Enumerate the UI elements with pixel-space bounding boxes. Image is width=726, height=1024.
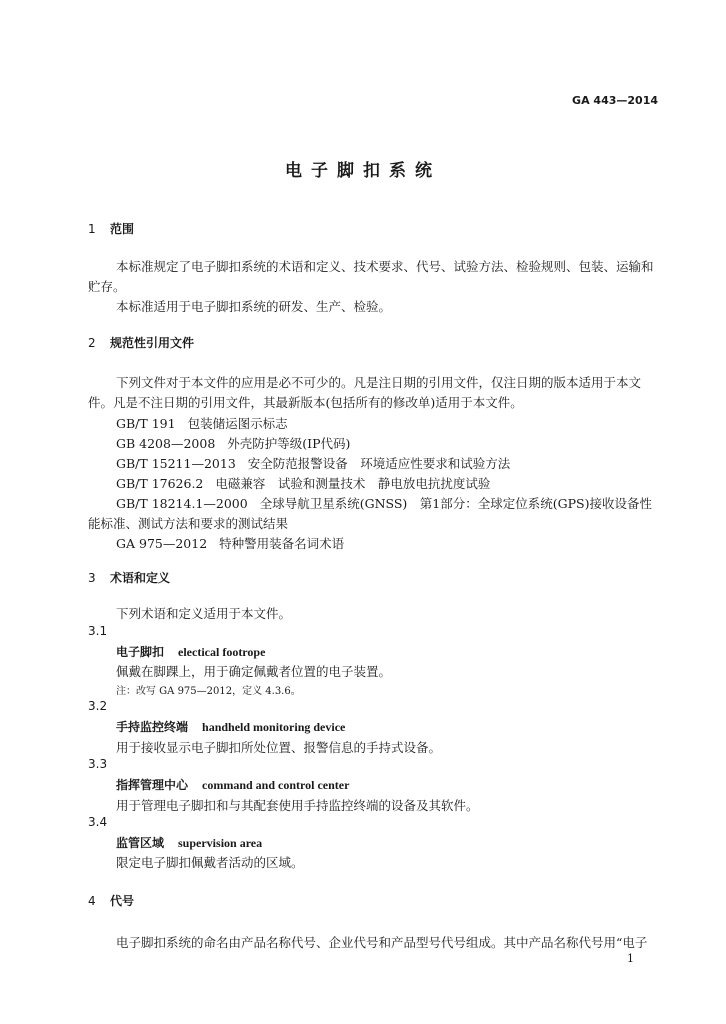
reference-item — [116, 534, 344, 552]
reference-title: 全球导航卫星系统(GNSS) 第1部分：全球定位系统(GPS)接收设备性 — [259, 496, 652, 511]
reference-item — [116, 414, 288, 432]
term-heading — [116, 718, 345, 735]
section-3-heading — [88, 569, 170, 586]
section-title: 术语和定义 — [110, 571, 171, 585]
section-number: 4 — [88, 894, 96, 908]
page-number: 1 — [627, 952, 634, 965]
reference-code: GB/T 17626.2 — [116, 476, 204, 491]
paragraph-line: 件。凡是不注日期的引用文件，其最新版本(包括所有的修改单)适用于本文件。 — [88, 395, 523, 410]
term-definition: 用于管理电子脚扣和与其配套使用手持监控终端的设备及其软件。 — [116, 798, 479, 813]
reference-item — [116, 434, 350, 452]
term-zh: 指挥管理中心 — [116, 778, 189, 792]
reference-title: 包装储运图示标志 — [187, 416, 288, 431]
term-definition: 限定电子脚扣佩戴者活动的区域。 — [116, 855, 304, 870]
term-heading — [116, 834, 262, 851]
term-number: 3.3 — [88, 757, 108, 771]
section-title: 范围 — [110, 222, 135, 236]
term-definition: 用于接收显示电子脚扣所处位置、报警信息的手持式设备。 — [116, 740, 442, 755]
paragraph-line: 本标准适用于电子脚扣系统的研发、生产、检验。 — [116, 299, 392, 314]
term-en: supervision area — [178, 836, 263, 850]
reference-item — [116, 474, 490, 492]
reference-code: GA 975—2012 — [116, 536, 208, 551]
section-number: 1 — [88, 222, 96, 236]
paragraph-line: 贮存。 — [88, 279, 126, 294]
paragraph-line: 下列文件对于本文件的应用是必不可少的。凡是注日期的引用文件，仅注日期的版本适用于本文 — [116, 375, 642, 390]
reference-item — [116, 494, 652, 512]
section-1-heading — [88, 220, 134, 237]
section-4-heading — [88, 892, 134, 909]
reference-title: 外壳防护等级(IP代码) — [227, 436, 351, 451]
reference-item — [116, 454, 510, 472]
term-heading — [116, 643, 265, 660]
section-number: 3 — [88, 571, 96, 585]
term-definition: 佩戴在脚踝上，用于确定佩戴者位置的电子装置。 — [116, 664, 392, 679]
section-title: 规范性引用文件 — [110, 336, 195, 350]
section-number: 2 — [88, 336, 96, 350]
reference-continuation: 能标准、测试方法和要求的测试结果 — [88, 516, 289, 531]
term-en: electical footrope — [178, 645, 266, 659]
document-title: 电子脚扣系统 — [285, 161, 441, 181]
section-title: 代号 — [110, 894, 135, 908]
term-number: 3.2 — [88, 699, 108, 713]
term-zh: 监管区域 — [116, 836, 165, 850]
reference-code: GB/T 191 — [116, 416, 176, 431]
reference-title: 特种警用装备名词术语 — [219, 536, 345, 551]
paragraph-line: 下列术语和定义适用于本文件。 — [116, 606, 292, 621]
paragraph-line: 电子脚扣系统的命名由产品名称代号、企业代号和产品型号代号组成。其中产品名称代号用“电子 — [116, 935, 648, 950]
section-2-heading — [88, 334, 194, 351]
term-zh: 手持监控终端 — [116, 720, 189, 734]
term-number: 3.4 — [88, 815, 108, 829]
reference-code: GB/T 15211—2013 — [116, 456, 236, 471]
reference-code: GB/T 18214.1—2000 — [116, 496, 248, 511]
term-en: handheld monitoring device — [202, 720, 346, 734]
term-note: 注：改写 GA 975—2012，定义 4.3.6。 — [116, 686, 301, 697]
term-heading — [116, 776, 349, 793]
term-zh: 电子脚扣 — [116, 645, 165, 659]
reference-title: 安全防范报警设备 环境适应性要求和试验方法 — [247, 456, 511, 471]
reference-title: 电磁兼容 试验和测量技术 静电放电抗扰度试验 — [215, 476, 491, 491]
standard-number: GA 443—2014 — [572, 94, 658, 107]
term-number: 3.1 — [88, 624, 108, 638]
paragraph-line: 本标准规定了电子脚扣系统的术语和定义、技术要求、代号、试验方法、检验规则、包装、运输和 — [116, 259, 654, 274]
reference-code: GB 4208—2008 — [116, 436, 216, 451]
term-en: command and control center — [202, 778, 350, 792]
